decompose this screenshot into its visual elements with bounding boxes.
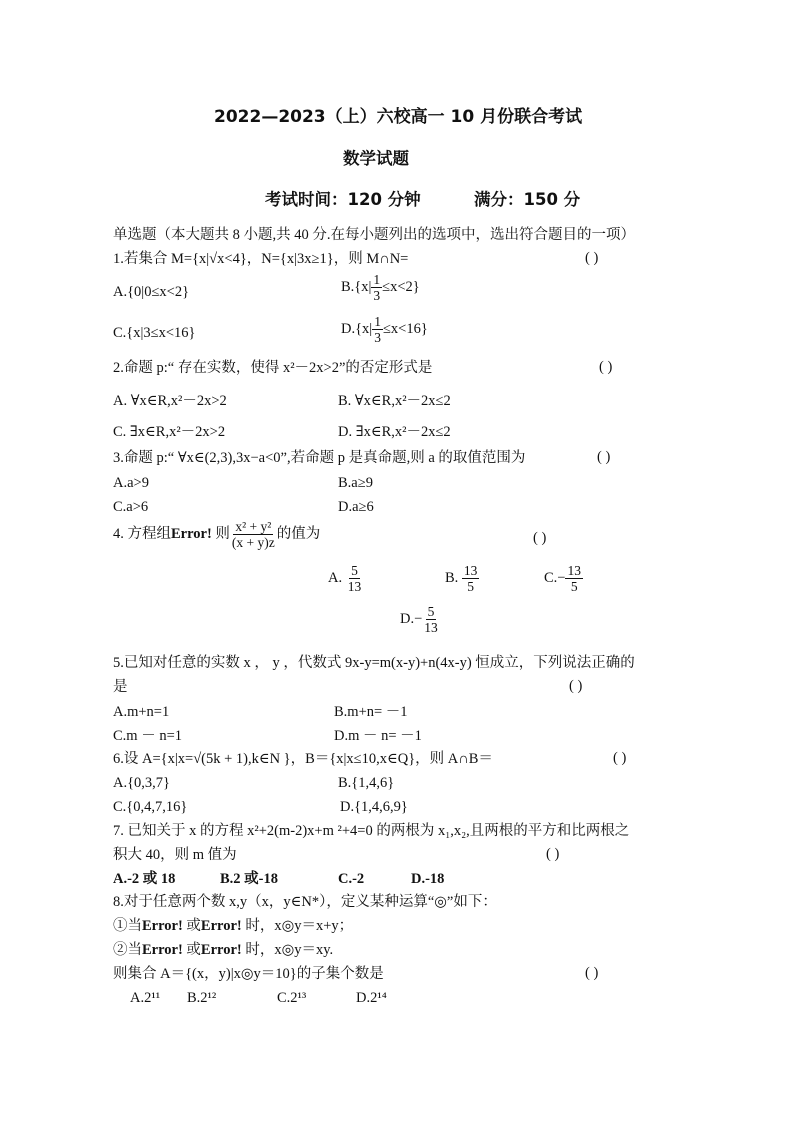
q3-stem: 3.命题 p:“ ∀x∈(2,3),3x−a<0”,若命题 p 是真命题,则 a 的取值范围为 — [113, 450, 526, 466]
q6-option-d: D.{1,4,6,9} — [340, 799, 408, 815]
q3-option-b: B.a≥9 — [338, 475, 373, 491]
q7-option-a: A.-2 或 18 — [113, 871, 176, 887]
q5-stem: 5.已知对任意的实数 x ， y ，代数式 9x-y=m(x-y)+n(4x-y) 恒成立，下列说法正确的 — [113, 655, 635, 671]
q7-option-b: B.2 或-18 — [220, 871, 278, 887]
q5-option-c: C.m － n=1 — [113, 728, 183, 744]
q6-option-a: A.{0,3,7} — [113, 775, 171, 791]
q8-option-b: B.2¹² — [187, 990, 217, 1006]
subject-title: 数学试题 — [343, 149, 409, 168]
q8-question: 则集合 A＝{(x，y)|x◎y＝10}的子集个数是 — [113, 966, 384, 982]
q4-option-c: C.− $\frac{13}{5}$ — [544, 563, 581, 594]
q2-option-d: D. ∃x∈R,x²－2x≤2 — [338, 424, 451, 440]
q1-stem: 1.若集合 M={x|√x<4}，N={x|3x≥1}，则 M∩N= — [113, 251, 409, 267]
q1-option-d: D.{x| $\frac{1}{3}$ ≤x<16} — [341, 314, 428, 345]
q8-answer-paren: ( ) — [585, 965, 599, 981]
q7-stem: 7. 已知关于 x 的方程 x²+2(m-2)x+m ²+4=0 的两根为 x₁,x₂,且两根的平方和比两根之 — [113, 823, 630, 839]
q2-option-c: C. ∃x∈R,x²－2x>2 — [113, 424, 226, 440]
q5-option-d: D.m － n= －1 — [334, 728, 422, 744]
q3-option-d: D.a≥6 — [338, 499, 374, 515]
q4-option-a: A. $\frac{5}{13}$ — [328, 563, 362, 594]
exam-time: 考试时间：120 分钟 — [265, 190, 421, 209]
q4-option-d: D.− $\frac{5}{13}$ — [400, 604, 438, 635]
q1-option-a: A.{0|0≤x<2} — [113, 284, 190, 300]
q8-option-d: D.2¹⁴ — [356, 990, 387, 1006]
q8-rule-1: ①当Error! 或Error! 时，x◎y＝x+y； — [113, 918, 354, 934]
q6-answer-paren: ( ) — [613, 750, 627, 766]
q5-option-b: B.m+n= －1 — [334, 704, 408, 720]
q6-option-c: C.{0,4,7,16} — [113, 799, 188, 815]
q2-option-a: A. ∀x∈R,x²－2x>2 — [113, 393, 227, 409]
q5-answer-paren: ( ) — [569, 678, 583, 694]
q7-option-c: C.-2 — [338, 871, 365, 887]
q3-option-c: C.a>6 — [113, 499, 149, 515]
full-score: 满分：150 分 — [474, 190, 581, 209]
q1-answer-paren: ( ) — [585, 250, 599, 266]
q2-answer-paren: ( ) — [599, 359, 613, 375]
q3-option-a: A.a>9 — [113, 475, 149, 491]
section-heading: 单选题（本大题共 8 小题,共 40 分.在每小题列出的选项中，选出符合题目的一项） — [113, 227, 635, 243]
q5-option-a: A.m+n=1 — [113, 704, 170, 720]
q6-stem: 6.设 A={x|x=√(5k + 1),k∈N }，B＝{x|x≤10,x∈Q}，则 A∩B＝ — [113, 751, 493, 767]
q3-answer-paren: ( ) — [597, 449, 611, 465]
q2-stem: 2.命题 p:“ 存在实数，使得 x²－2x>2”的否定形式是 — [113, 360, 433, 376]
q4-stem: 4. 方程组Error! 则 $\frac{\text{x² + y²}}{(x + y)z}$ 的值为 — [113, 519, 321, 550]
q1-option-c: C.{x|3≤x<16} — [113, 325, 196, 341]
q7-stem-cont: 积大 40，则 m 值为 — [113, 847, 237, 863]
q8-rule-2: ②当Error! 或Error! 时，x◎y＝xy. — [113, 942, 334, 958]
q8-option-a: A.2¹¹ — [130, 990, 161, 1006]
q4-option-b: B. $\frac{13}{5}$ — [445, 563, 478, 594]
q2-option-b: B. ∀x∈R,x²－2x≤2 — [338, 393, 451, 409]
q8-stem: 8.对于任意两个数 x,y（x，y∈N*），定义某种运算“◎”如下： — [113, 894, 497, 910]
q1-option-b: B.{x| $\frac{1}{3}$ ≤x<2} — [341, 272, 420, 303]
q4-answer-paren: ( ) — [533, 530, 547, 546]
q8-option-c: C.2¹³ — [277, 990, 307, 1006]
exam-title: 2022—2023（上）六校高一 10 月份联合考试 — [214, 107, 583, 127]
q5-stem-cont: 是 — [113, 679, 128, 695]
q6-option-b: B.{1,4,6} — [338, 775, 395, 791]
q7-option-d: D.-18 — [411, 871, 445, 887]
q7-answer-paren: ( ) — [546, 846, 560, 862]
